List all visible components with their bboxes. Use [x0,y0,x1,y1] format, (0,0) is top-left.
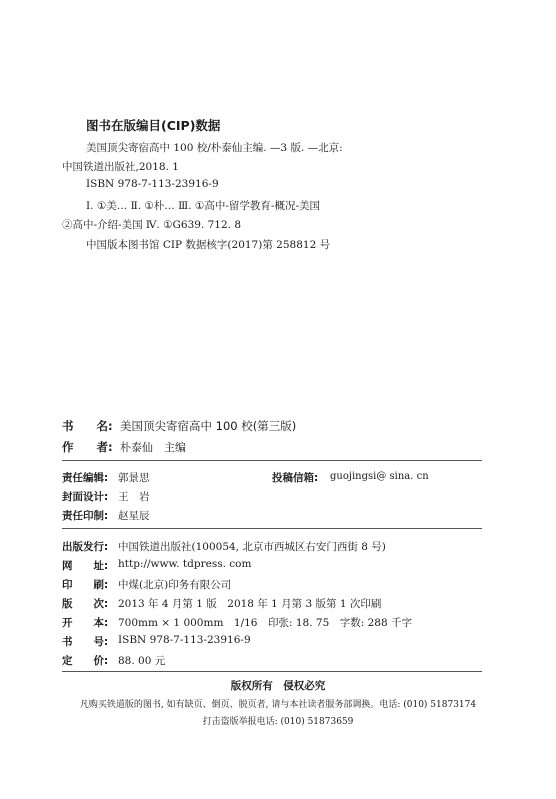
author: 朴泰仙 主编 [120,441,186,454]
email-label: 投稿信箱: [272,472,319,484]
divider [62,671,482,672]
divider [62,528,482,529]
printer-label: 印 刷: [62,579,109,591]
cover-designer: 王 岩 [118,491,150,503]
cip-line: 美国顶尖寄宿高中 100 校/朴泰仙主编. —3 版. —北京: [86,142,343,154]
printer: 中煤(北京)印务有限公司 [118,579,232,591]
price: 88. 00 元 [118,655,166,667]
cip-record-number: 中国版本图书馆 CIP 数据核字(2017)第 258812 号 [86,239,331,251]
format: 700mm × 1 000mm 1/16 印张: 18. 75 字数: 288 千字 [118,617,413,629]
edition: 2013 年 4 月第 1 版 2018 年 1 月第 3 版第 1 次印刷 [118,598,382,610]
piracy-hotline: 打击盗版举报电话: (010) 51873659 [202,717,354,727]
print-manager: 赵星辰 [118,510,150,522]
publisher-label: 出版发行: [62,541,109,553]
cip-isbn: ISBN 978-7-113-23916-9 [86,178,219,190]
editor-name: 郭景思 [118,472,150,484]
isbn-label: 书 号: [62,636,109,648]
publisher: 中国铁道出版社(100054, 北京市西城区右安门西街 8 号) [118,541,386,553]
price-label: 定 价: [62,655,109,667]
book-title-label: 书 名: [62,419,113,433]
edition-label: 版 次: [62,598,109,610]
cover-design-label: 封面设计: [62,491,109,503]
editor-label: 责任编辑: [62,472,109,484]
print-manager-label: 责任印制: [62,510,109,522]
author-label: 作 者: [62,440,113,454]
website-label: 网 址: [62,560,109,572]
copyright-notice: 版权所有 侵权必究 [230,680,326,692]
cip-line: 中国铁道出版社,2018. 1 [62,161,179,173]
isbn: ISBN 978-7-113-23916-9 [118,634,251,646]
cip-title: 图书在版编目(CIP)数据 [86,118,221,133]
website: http://www. tdpress. com [118,558,252,570]
cip-classification: Ⅰ. ①美… Ⅱ. ①朴… Ⅲ. ①高中-留学教育-概况-美国 [86,200,320,212]
book-title: 美国顶尖寄宿高中 100 校(第三版) [120,419,297,433]
service-notice: 凡购买铁道版的图书, 如有缺页、倒页、脱页者, 请与本社读者服务部调换。电话: (010) 51873174 [79,700,477,710]
format-label: 开 本: [62,617,109,629]
divider [62,460,482,461]
email-value: guojingsi@ sina. cn [330,471,429,482]
cip-classification-cont: ②高中-介绍-美国 Ⅳ. ①G639. 712. 8 [62,219,242,231]
